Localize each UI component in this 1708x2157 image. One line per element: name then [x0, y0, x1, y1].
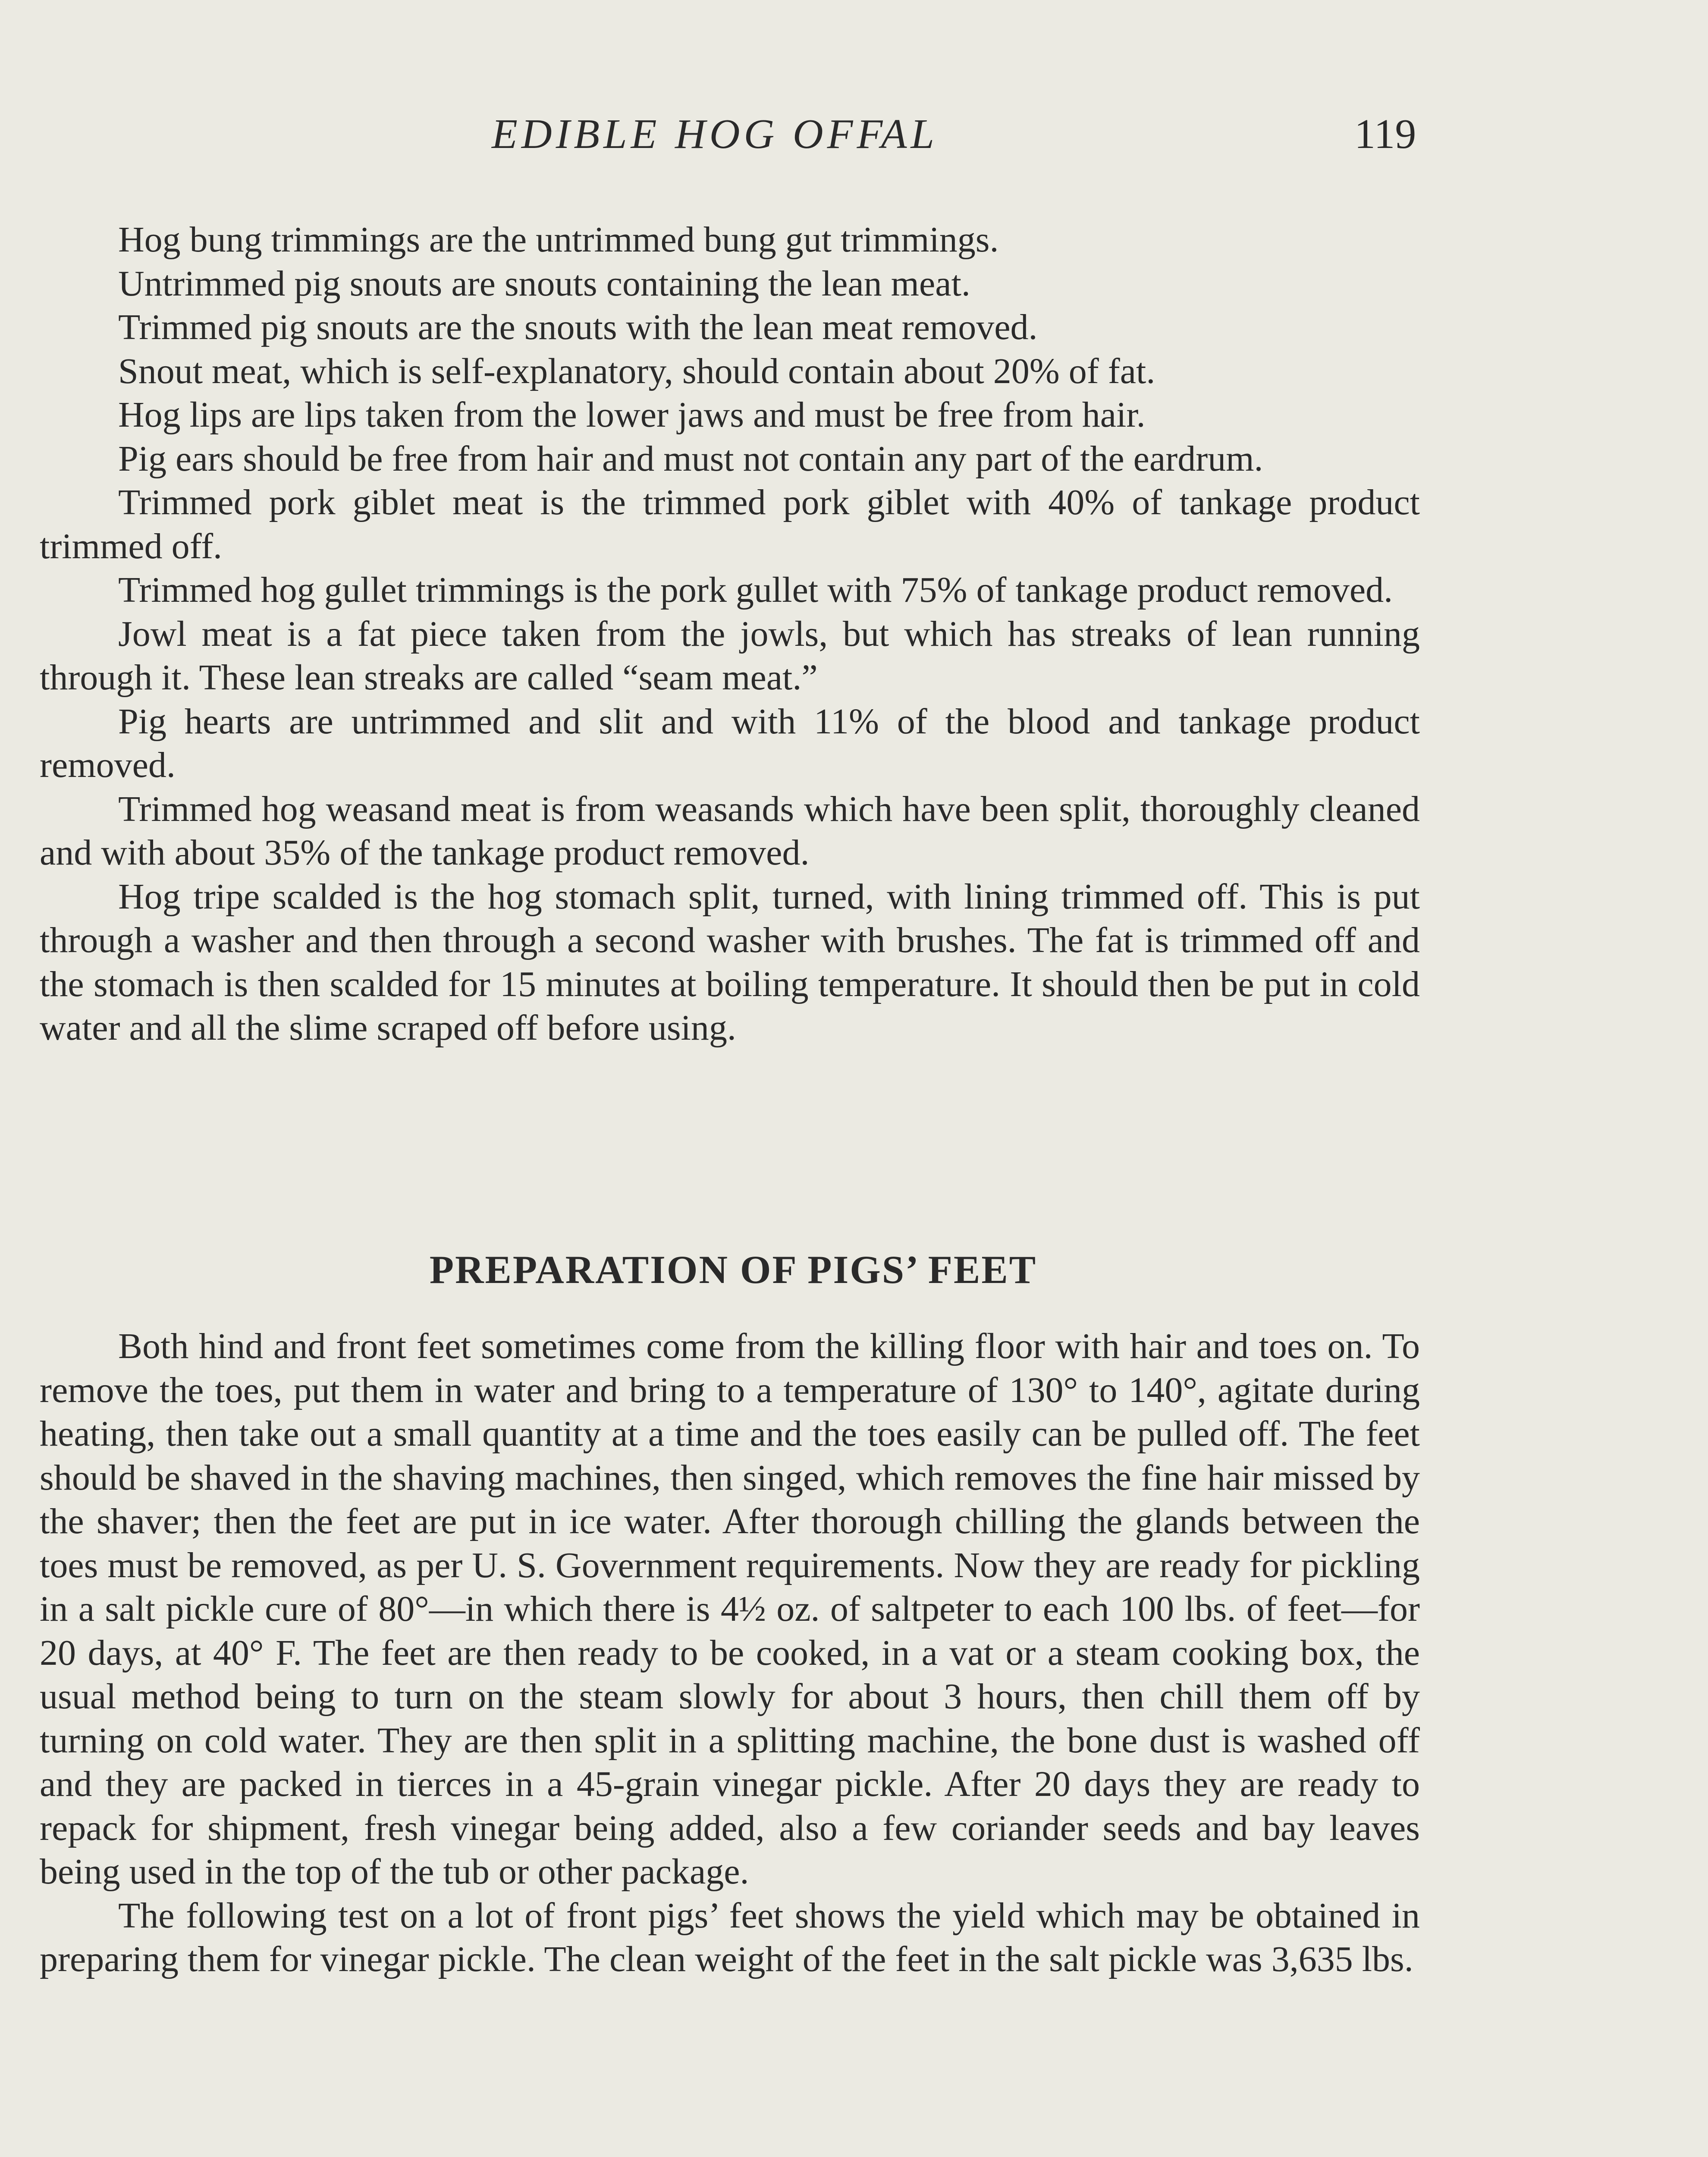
paragraph: Trimmed hog gullet trimmings is the pork gullet with 75% of tankage product removed. — [118, 570, 1393, 610]
paragraph: Hog tripe scalded is the hog stomach split, turned, with lining trimmed off. This is put through a washer and then through a second washer with brushes. The fat is trimmed off and the stomach is then scalded for 15 minutes at boiling temperature. It should then be put in cold water and all the slime scraped off before using. — [40, 876, 1420, 1048]
paragraph: Hog bung trimmings are the untrimmed bung gut trimmings. — [118, 220, 999, 260]
paragraph: Pig hearts are untrimmed and slit and with 11% of the blood and tankage product removed. — [40, 701, 1420, 785]
paragraph: Trimmed hog weasand meat is from weasands which have been split, thoroughly cleaned and with about 35% of the tankage product removed. — [40, 789, 1420, 873]
paragraph: Snout meat, which is self-explanatory, should contain about 20% of fat. — [118, 351, 1155, 391]
page-number: 119 — [1354, 111, 1416, 157]
paragraph: Jowl meat is a fat piece taken from the jowls, but which has streaks of lean running through it. These lean streaks are called “seam meat.” — [40, 613, 1420, 698]
paragraph: Hog lips are lips taken from the lower jaws and must be free from hair. — [118, 395, 1146, 435]
running-title: EDIBLE HOG OFFAL — [492, 111, 939, 157]
body-text-section — [40, 1324, 1420, 1981]
paragraph: Trimmed pig snouts are the snouts with the lean meat removed. — [118, 307, 1038, 347]
paragraph: Trimmed pork giblet meat is the trimmed pork giblet with 40% of tankage product trimmed off. — [40, 482, 1420, 566]
paragraph: The following test on a lot of front pigs’ feet shows the yield which may be obtained in preparing them for vinegar pickle. The clean weight of the feet in the salt pickle was 3,635 lbs. — [40, 1895, 1420, 1979]
section-heading: PREPARATION OF PIGS’ FEET — [429, 1248, 1037, 1292]
paragraph: Both hind and front feet sometimes come from the killing floor with hair and toes on. To remove the toes, put them in water and bring to a temperature of 130° to 140°, agitate during heating, then take out a small quantity at a time and the toes easily can be pulled off. The feet should be shaved in the shaving machines, then singed, which removes the fine hair missed by the shaver; then the feet are put in ice water. After thorough chilling the glands between the toes must be removed, as per U. S. Government requirements. Now they are ready for pickling in a salt pickle cure of 80°—in which there is 4½ oz. of saltpeter to each 100 lbs. of feet—for 20 days, at 40° F. The feet are then ready to be cooked, in a vat or a steam cooking box, the usual method being to turn on the steam slowly for about 3 hours, then chill them off by turning on cold water. They are then split in a splitting machine, the bone dust is washed off and they are packed in tierces in a 45-grain vinegar pickle. After 20 days they are ready to repack for shipment, fresh vinegar being added, also a few coriander seeds and bay leaves being used in the top of the tub or other package. — [40, 1326, 1420, 1892]
body-text-top — [40, 218, 1420, 1050]
paragraph: Pig ears should be free from hair and must not contain any part of the eardrum. — [118, 438, 1263, 479]
paragraph: Untrimmed pig snouts are snouts containing the lean meat. — [118, 263, 970, 304]
